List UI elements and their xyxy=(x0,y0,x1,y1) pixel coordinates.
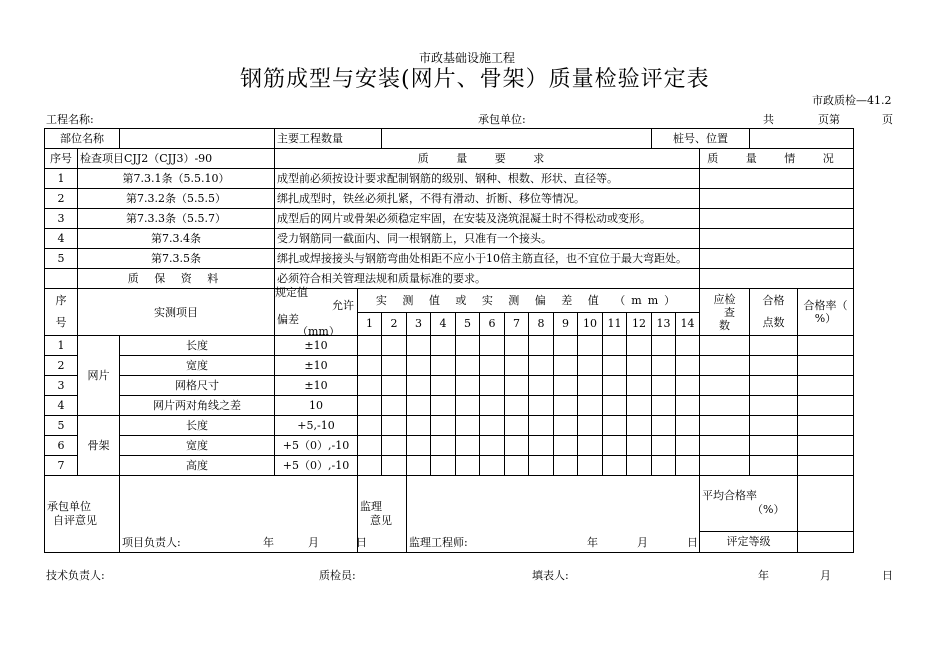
cell[interactable] xyxy=(456,376,480,396)
requirement-row xyxy=(45,189,854,209)
measure-row xyxy=(45,376,854,396)
cell[interactable] xyxy=(529,396,554,416)
requirement-row xyxy=(45,209,854,229)
measure-row xyxy=(45,416,854,436)
cell[interactable] xyxy=(798,456,854,476)
rate-a: 合格率（ xyxy=(803,299,848,312)
cell[interactable] xyxy=(407,416,431,436)
contractor-a: 承包单位 xyxy=(47,500,91,513)
dept-value[interactable] xyxy=(120,129,275,149)
requirement-row xyxy=(45,269,854,289)
req-no: 1 xyxy=(45,169,78,189)
cell[interactable] xyxy=(382,376,407,396)
cell[interactable] xyxy=(627,356,652,376)
req-status[interactable] xyxy=(700,249,854,269)
cell[interactable] xyxy=(505,396,529,416)
measure-item-header: 实测项目 xyxy=(78,289,275,336)
point-col: 7 xyxy=(505,312,529,336)
point-col: 2 xyxy=(382,312,407,336)
cell[interactable] xyxy=(505,356,529,376)
contractor-b: 自评意见 xyxy=(53,514,97,527)
measure-no: 1 xyxy=(45,336,78,356)
filler-label: 填表人: xyxy=(532,569,569,582)
req-no: 2 xyxy=(45,189,78,209)
cell[interactable] xyxy=(554,436,578,456)
cell[interactable] xyxy=(358,336,382,356)
cell[interactable] xyxy=(382,396,407,416)
cell[interactable] xyxy=(382,416,407,436)
cell[interactable] xyxy=(676,416,700,436)
cell[interactable] xyxy=(798,356,854,376)
cell[interactable] xyxy=(603,336,627,356)
cell[interactable] xyxy=(431,376,456,396)
status-header: 质 量 情 况 xyxy=(700,149,854,169)
cell[interactable] xyxy=(554,376,578,396)
pm-year: 年 xyxy=(263,536,274,549)
point-col: 12 xyxy=(627,312,652,336)
tolerance-top: 规定值 xyxy=(275,286,308,299)
engineer-month: 月 xyxy=(637,536,648,549)
cell[interactable] xyxy=(554,396,578,416)
cell[interactable] xyxy=(603,356,627,376)
cell[interactable] xyxy=(382,356,407,376)
cell[interactable] xyxy=(676,376,700,396)
should-check-header xyxy=(700,289,750,336)
req-status[interactable] xyxy=(700,229,854,249)
requirement-header-row xyxy=(45,149,854,169)
page-title: 钢筋成型与安装(网片、骨架）质量检验评定表 xyxy=(240,67,710,92)
measure-no: 4 xyxy=(45,396,78,416)
cell[interactable] xyxy=(480,416,505,436)
measure-row xyxy=(45,356,854,376)
cell[interactable] xyxy=(627,416,652,436)
cell[interactable] xyxy=(750,376,798,396)
cell[interactable] xyxy=(456,396,480,416)
tech-lead-label: 技术负责人: xyxy=(46,569,105,582)
tolerance-header xyxy=(275,286,358,338)
cell[interactable] xyxy=(358,356,382,376)
requirement-header: 质 量 要 求 xyxy=(275,149,700,169)
cell[interactable] xyxy=(578,336,603,356)
cell[interactable] xyxy=(750,436,798,456)
pass-a: 合格 xyxy=(762,294,785,307)
measure-seq-bottom: 号 xyxy=(55,316,67,329)
cell[interactable] xyxy=(700,376,750,396)
engineer-label: 监理工程师: xyxy=(409,536,468,549)
measure-tolerance: ±10 xyxy=(275,376,358,396)
sign-year: 年 xyxy=(758,569,769,582)
qty-label: 主要工程数量 xyxy=(275,129,382,149)
cell[interactable] xyxy=(578,396,603,416)
measure-tolerance: ±10 xyxy=(275,336,358,356)
req-item: 第7.3.4条 xyxy=(78,229,275,249)
cell[interactable] xyxy=(505,416,529,436)
req-text: 绑扎成型时，铁丝必须扎紧，不得有滑动、折断、移位等情况。 xyxy=(275,189,700,209)
req-text: 成型前必须按设计要求配制钢筋的级别、钢种、根数、形状、直径等。 xyxy=(275,169,700,189)
group-mesh: 网片 xyxy=(78,336,120,416)
measure-item: 长度 xyxy=(120,416,275,436)
tolerance-left: 偏差 xyxy=(277,313,299,326)
cell[interactable] xyxy=(578,416,603,436)
req-text: 成型后的网片或骨架必须稳定牢固，在安装及浇筑混凝土时不得松动或变形。 xyxy=(275,209,700,229)
point-col: 9 xyxy=(554,312,578,336)
station-label: 桩号、位置 xyxy=(652,129,750,149)
cell[interactable] xyxy=(676,336,700,356)
pass-b: 点数 xyxy=(762,316,785,329)
req-no: 5 xyxy=(45,249,78,269)
cell[interactable] xyxy=(798,416,854,436)
pass-rate-header xyxy=(798,289,854,336)
point-col: 14 xyxy=(676,312,700,336)
cell[interactable] xyxy=(456,416,480,436)
cell[interactable] xyxy=(431,416,456,436)
cell[interactable] xyxy=(627,456,652,476)
req-no xyxy=(45,269,78,289)
cell[interactable] xyxy=(480,356,505,376)
point-col: 8 xyxy=(529,312,554,336)
measure-row xyxy=(45,436,854,456)
req-status[interactable] xyxy=(700,209,854,229)
cell[interactable] xyxy=(627,396,652,416)
cell[interactable] xyxy=(652,376,676,396)
requirement-row xyxy=(45,169,854,189)
cell[interactable] xyxy=(505,436,529,456)
pm-day: 日 xyxy=(356,536,367,549)
cell[interactable] xyxy=(750,356,798,376)
supervisor-b: 意见 xyxy=(370,514,392,527)
cell[interactable] xyxy=(456,436,480,456)
cell[interactable] xyxy=(382,336,407,356)
cell[interactable] xyxy=(456,456,480,476)
seq-header: 序号 xyxy=(45,149,78,169)
cell[interactable] xyxy=(480,456,505,476)
item-header: 检查项目CJJ2（CJJ3）-90 xyxy=(78,149,275,169)
cell[interactable] xyxy=(529,376,554,396)
point-col: 10 xyxy=(578,312,603,336)
cell[interactable] xyxy=(407,336,431,356)
point-col: 3 xyxy=(407,312,431,336)
cell[interactable] xyxy=(480,376,505,396)
measure-row xyxy=(45,336,854,356)
cell[interactable] xyxy=(627,436,652,456)
category-title: 市政基础设施工程 xyxy=(419,51,516,65)
pass-count-header xyxy=(750,289,798,336)
point-col: 4 xyxy=(431,312,456,336)
avg-rate-a: 平均合格率 xyxy=(702,489,757,503)
opinion-row xyxy=(45,476,854,532)
measure-item: 宽度 xyxy=(120,356,275,376)
cell[interactable] xyxy=(554,416,578,436)
qty-value[interactable] xyxy=(382,129,652,149)
measure-no: 6 xyxy=(45,436,78,456)
cell[interactable] xyxy=(603,396,627,416)
req-status[interactable] xyxy=(700,269,854,289)
req-no: 4 xyxy=(45,229,78,249)
form-code: 市政质检—41.2 xyxy=(812,94,892,107)
requirement-row xyxy=(45,229,854,249)
cell[interactable] xyxy=(431,436,456,456)
cell[interactable] xyxy=(652,336,676,356)
pm-label: 项目负责人: xyxy=(122,536,181,549)
pm-month: 月 xyxy=(308,536,319,549)
inspection-table xyxy=(44,128,854,553)
cell[interactable] xyxy=(700,416,750,436)
cell[interactable] xyxy=(700,456,750,476)
cell[interactable] xyxy=(431,396,456,416)
group-cage: 骨架 xyxy=(78,416,120,476)
cell[interactable] xyxy=(431,356,456,376)
contractor-opinion-label xyxy=(45,476,120,553)
avg-rate-value[interactable] xyxy=(798,476,854,532)
cell[interactable] xyxy=(529,336,554,356)
cell[interactable] xyxy=(358,456,382,476)
measure-tolerance: ±10 xyxy=(275,356,358,376)
pm-signature-line xyxy=(122,536,367,552)
engineer-signature-line xyxy=(409,536,697,552)
cell[interactable] xyxy=(798,336,854,356)
supervisor-a: 监理 xyxy=(360,500,382,513)
measure-tolerance: +5（0）,-10 xyxy=(275,456,358,476)
point-col: 6 xyxy=(480,312,505,336)
cell[interactable] xyxy=(652,396,676,416)
cell[interactable] xyxy=(652,416,676,436)
page-label: 页第 xyxy=(818,113,840,126)
measure-row xyxy=(45,396,854,416)
cell[interactable] xyxy=(750,416,798,436)
measure-header-row-1 xyxy=(45,289,854,313)
cell[interactable] xyxy=(700,356,750,376)
cell[interactable] xyxy=(578,356,603,376)
cell[interactable] xyxy=(603,456,627,476)
req-no: 3 xyxy=(45,209,78,229)
cell[interactable] xyxy=(480,396,505,416)
cell[interactable] xyxy=(431,456,456,476)
station-value[interactable] xyxy=(750,129,854,149)
cell[interactable] xyxy=(676,436,700,456)
avg-rate-label xyxy=(700,476,798,532)
cell[interactable] xyxy=(358,436,382,456)
cell[interactable] xyxy=(652,356,676,376)
cell[interactable] xyxy=(700,436,750,456)
should-check-b: 查 xyxy=(724,305,735,319)
cell[interactable] xyxy=(382,456,407,476)
cell[interactable] xyxy=(456,336,480,356)
cell[interactable] xyxy=(382,436,407,456)
point-col: 13 xyxy=(652,312,676,336)
measure-item: 宽度 xyxy=(120,436,275,456)
contractor-opinion-area[interactable] xyxy=(120,476,367,553)
cell[interactable] xyxy=(407,376,431,396)
cell[interactable] xyxy=(358,416,382,436)
project-name-label: 工程名称: xyxy=(46,113,94,126)
req-text: 绑扎或焊接接头与钢筋弯曲处相距不应小于10倍主筋直径，也不宜位于最大弯距处。 xyxy=(275,249,700,269)
cell[interactable] xyxy=(700,396,750,416)
avg-rate-b: （%） xyxy=(752,503,785,517)
req-text: 必须符合相关管理法规和质量标准的要求。 xyxy=(275,269,700,289)
cell[interactable] xyxy=(529,356,554,376)
cell[interactable] xyxy=(554,456,578,476)
engineer-year: 年 xyxy=(587,536,598,549)
req-status[interactable] xyxy=(700,189,854,209)
requirement-row xyxy=(45,249,854,269)
cell[interactable] xyxy=(627,336,652,356)
cell[interactable] xyxy=(652,456,676,476)
contractor-label: 承包单位: xyxy=(478,113,526,126)
measure-no: 2 xyxy=(45,356,78,376)
cell[interactable] xyxy=(407,436,431,456)
cell[interactable] xyxy=(407,356,431,376)
measure-item: 网格尺寸 xyxy=(120,376,275,396)
cell[interactable] xyxy=(578,436,603,456)
sign-day: 日 xyxy=(882,569,893,582)
cell[interactable] xyxy=(480,436,505,456)
should-check-a: 应检 xyxy=(713,292,736,306)
page-total-label: 共 xyxy=(763,113,774,126)
cell[interactable] xyxy=(554,356,578,376)
tolerance-mid: 允许 xyxy=(332,299,354,312)
measure-tolerance: +5（0）,-10 xyxy=(275,436,358,456)
cell[interactable] xyxy=(750,336,798,356)
cell[interactable] xyxy=(358,376,382,396)
cell[interactable] xyxy=(798,376,854,396)
cell[interactable] xyxy=(676,396,700,416)
cell[interactable] xyxy=(407,456,431,476)
measure-tolerance: +5,-10 xyxy=(275,416,358,436)
qc-label: 质检员: xyxy=(319,569,356,582)
cell[interactable] xyxy=(700,336,750,356)
req-item: 第7.3.3条（5.5.7） xyxy=(78,209,275,229)
cell[interactable] xyxy=(676,356,700,376)
cell[interactable] xyxy=(603,376,627,396)
cell[interactable] xyxy=(480,336,505,356)
measure-seq-header xyxy=(45,289,78,336)
cell[interactable] xyxy=(750,456,798,476)
info-row xyxy=(45,129,854,149)
actual-values-header: 实 测 值 或 实 测 偏 差 值 （mm） xyxy=(358,289,700,313)
cell[interactable] xyxy=(505,456,529,476)
point-col: 5 xyxy=(456,312,480,336)
cell[interactable] xyxy=(603,436,627,456)
req-item: 第7.3.2条（5.5.5） xyxy=(78,189,275,209)
cell[interactable] xyxy=(505,376,529,396)
measure-item: 网片两对角线之差 xyxy=(120,396,275,416)
engineer-day: 日 xyxy=(687,536,698,549)
grade-label: 评定等级 xyxy=(700,531,798,552)
cell[interactable] xyxy=(505,336,529,356)
page-suffix: 页 xyxy=(882,113,893,126)
dept-label: 部位名称 xyxy=(45,129,120,149)
should-check-c: 数 xyxy=(719,318,730,332)
point-col: 11 xyxy=(603,312,627,336)
req-status[interactable] xyxy=(700,169,854,189)
cell[interactable] xyxy=(798,436,854,456)
req-item: 第7.3.5条 xyxy=(78,249,275,269)
cell[interactable] xyxy=(578,376,603,396)
grade-value[interactable] xyxy=(798,531,854,552)
rate-b: %） xyxy=(814,312,837,325)
measure-item: 高度 xyxy=(120,456,275,476)
measure-item: 长度 xyxy=(120,336,275,356)
cell[interactable] xyxy=(603,416,627,436)
cell[interactable] xyxy=(358,396,382,416)
req-item: 第7.3.1条（5.5.10） xyxy=(78,169,275,189)
cell[interactable] xyxy=(456,356,480,376)
measure-tolerance: 10 xyxy=(275,396,358,416)
req-text: 受力钢筋同一截面内、同一根钢筋上，只准有一个接头。 xyxy=(275,229,700,249)
measure-no: 7 xyxy=(45,456,78,476)
cell[interactable] xyxy=(529,436,554,456)
measure-row xyxy=(45,456,854,476)
sign-month: 月 xyxy=(820,569,831,582)
cell[interactable] xyxy=(407,396,431,416)
cell[interactable] xyxy=(431,336,456,356)
cell[interactable] xyxy=(750,396,798,416)
cell[interactable] xyxy=(529,456,554,476)
measure-seq-top: 序 xyxy=(55,294,67,307)
cell[interactable] xyxy=(676,456,700,476)
supervisor-opinion-area[interactable] xyxy=(407,476,700,553)
tolerance-unit: （mm） xyxy=(297,325,340,338)
cell[interactable] xyxy=(529,416,554,436)
req-item: 质 保 资 料 xyxy=(78,269,275,289)
cell[interactable] xyxy=(652,436,676,456)
point-col: 1 xyxy=(358,312,382,336)
measure-no: 5 xyxy=(45,416,78,436)
measure-no: 3 xyxy=(45,376,78,396)
cell[interactable] xyxy=(798,396,854,416)
cell[interactable] xyxy=(627,376,652,396)
cell[interactable] xyxy=(578,456,603,476)
cell[interactable] xyxy=(554,336,578,356)
